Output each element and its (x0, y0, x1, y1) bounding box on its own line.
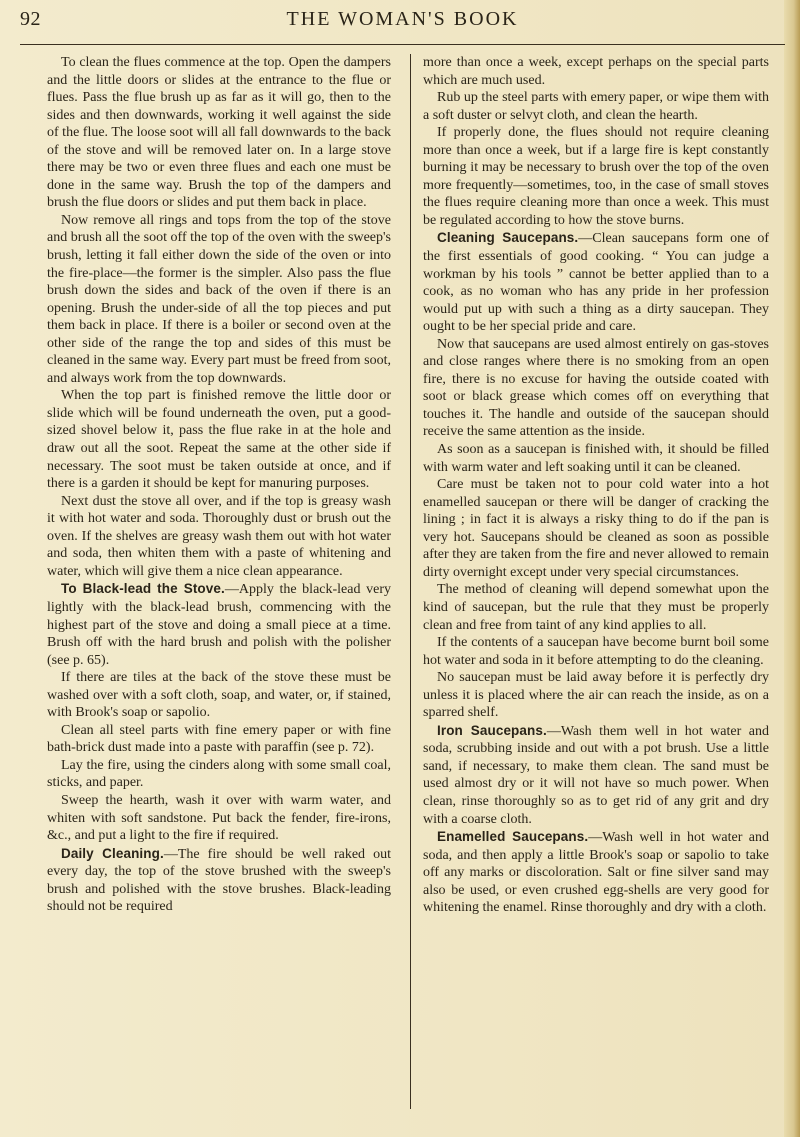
paragraph-with-heading (47, 845, 391, 916)
paragraph: To clean the flues commence at the top. Open the dampers and the little doors or slides at the entrance to the flue or flues. Pass the flue brush up as far as it will go, then to the sides and then downwards, working it well against the side of the flue. The loose soot will all fall downwards to the back of the stove and will be removed later on. In a large stove there may be two or even three flues and each one must be done in the same way. Brush the top of the dampers and brush the flue doors or slides and put them back in place. (47, 55, 391, 211)
paragraph: Care must be taken not to pour cold water into a hot enamelled saucepan or there will be danger of cracking the lining ; in fact it is always a risky thing to do if the pan is very hot. Saucepans should be cleaned as soon as possible after they are taken from the fire and never allowed to remain dirty overnight except under very special circumstances. (423, 477, 769, 580)
right-column (423, 54, 769, 917)
paragraph: more than once a week, except perhaps on the special parts which are much used. (423, 55, 769, 88)
running-title: THE WOMAN'S BOOK (286, 8, 519, 30)
section-heading: Cleaning Saucepans. (437, 230, 579, 246)
paragraph: Lay the fire, using the cinders along with some small coal, sticks, and paper. (47, 757, 391, 791)
paragraph-text: —Wash them well in hot water and soda, scrubbing inside and out with a pot brush. Use a little sand, if necessary, to make them clean. The sand must be used almost dry or it will not have so much power. When clean, rinse thoroughly so as to get rid of any grit and dry with a coarse cloth. (423, 723, 769, 827)
page-header (20, 8, 785, 38)
paragraph: When the top part is finished remove the little door or slide which will be found underneath the oven, put a good-sized shovel below it, pass the flue rake in at the hole and draw out all the soot. Repeat the same at the other side if necessary. The soot must be taken outside at once, and if there is a garden it should be kept for manuring purposes. (47, 388, 391, 492)
header-rule (20, 44, 785, 45)
paragraph-with-heading (423, 229, 769, 335)
page-edge (784, 0, 800, 1137)
left-column (47, 54, 391, 916)
paragraph: The method of cleaning will depend somewhat upon the kind of saucepan, but the rule that they must be properly clean and free from taint of any kind applies to all. (423, 582, 769, 633)
section-heading: Daily Cleaning. (61, 845, 164, 861)
section-heading: Enamelled Saucepans. (437, 829, 589, 845)
paragraph: Clean all steel parts with fine emery paper or with fine bath-brick dust made into a paste with paraffin (see p. 72). (47, 722, 391, 756)
paragraph-text: —Wash well in hot water and soda, and then apply a little Brook's soap or sapolio to take off any marks or discoloration. Salt or fine silver sand may also be used, or even crushed egg-shells are very good for whitening the enamel. Rinse thoroughly and dry with a cloth. (423, 830, 769, 916)
paragraph: As soon as a saucepan is finished with, it should be filled with warm water and left soaking until it can be cleaned. (423, 442, 769, 475)
section-heading: To Black-lead the Stove. (61, 581, 225, 597)
paragraph: No saucepan must be laid away before it is perfectly dry unless it is placed where the air can reach the inside, as on a sparred shelf. (423, 670, 769, 721)
paragraph: If properly done, the flues should not require cleaning more than once a week, but if a large fire is kept constantly burning it may be necessary to brush over the top of the oven more frequently—sometimes, too, in the case of small stoves the flues require cleaning more than once a week. This must be regulated according to how the stove burns. (423, 125, 769, 228)
paragraph-with-heading (423, 722, 769, 828)
column-divider (410, 54, 411, 1109)
paragraph: Now remove all rings and tops from the top of the stove and brush all the soot off the top of the oven with the sweep's brush, letting it fall either down the side of the oven or into the fire-place—the former is the simpler. Also pass the flue brush down the sides and back of the oven if there is an opening. Brush the under-side of all the top pieces and put them back in place. If there is a boiler or second oven at the other side of the range the top and sides of this must be cleaned in the same way. Every part must be freed from soot, and always work from the top downwards. (47, 212, 391, 386)
paragraph: If the contents of a saucepan have become burnt boil some hot water and soda in it before attempting to do the cleaning. (423, 635, 769, 668)
paragraph: If there are tiles at the back of the stove these must be washed over with a soft cloth, soap, and water, or, if stained, with Brook's soap or sapolio. (47, 670, 391, 721)
paragraph-with-heading (423, 828, 769, 917)
paragraph: Sweep the hearth, wash it over with warm water, and whiten with soft sandstone. Put back the fender, fire-irons, &c., and put a light to the fire if required. (47, 792, 391, 844)
section-heading: Iron Saucepans. (437, 722, 547, 738)
paragraph: Next dust the stove all over, and if the top is greasy wash it with hot water and soda. Thoroughly dust or brush out the oven. If the shelves are greasy wash them out with hot water and soda, then whiten them with a paste of whitening and water, which will give them a nice clean appearance. (47, 493, 391, 579)
paragraph: Now that saucepans are used almost entirely on gas-stoves and close ranges where there is no smoking from an open fire, there is no excuse for having the outside coated with soot or black grease which comes off on everything that touches it. The handle and outside of the saucepan should receive the same attention as the inside. (423, 336, 769, 440)
paragraph-text: —Apply the black-lead very lightly with the black-lead brush, commencing with the highest part of the stove and doing a small piece at a time. Brush off with the hard brush and polish with the polisher (see p. 65). (47, 582, 391, 668)
paragraph-with-heading (47, 580, 391, 669)
paragraph-text: —Clean saucepans form one of the first essentials of good cooking. “ You can judge a workman by his tools ” cannot be better applied than to a cook, as no woman who has any pride in her profession would put up with such a thing as a dirty saucepan. They ought to be her special pride and care. (423, 231, 770, 335)
paragraph-text: —The fire should be well raked out every day, the top of the stove brushed with the sweep's brush and polished with the stove brushes. Black-leading should not be required (47, 846, 392, 915)
page-number: 92 (20, 8, 41, 30)
paragraph: Rub up the steel parts with emery paper, or wipe them with a soft duster or selvyt cloth, and clean the hearth. (423, 90, 769, 123)
